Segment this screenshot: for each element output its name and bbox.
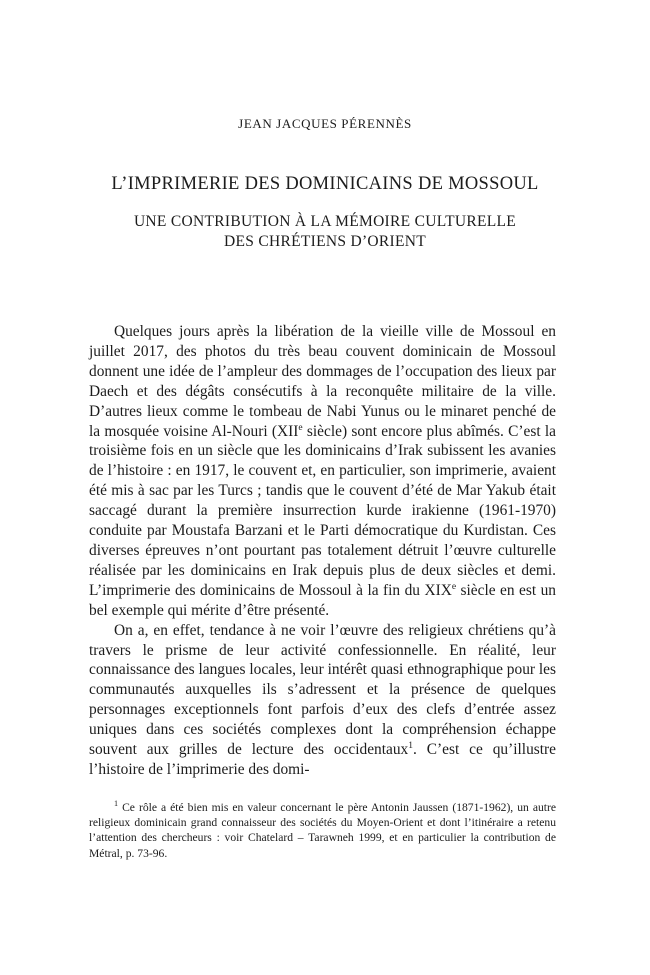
footnote-marker: 1 — [114, 799, 119, 809]
subtitle-line-1: UNE CONTRIBUTION À LA MÉMOIRE CULTURELLE — [133, 213, 517, 230]
footnote-reference[interactable]: 1 — [408, 739, 414, 751]
subtitle-line-2: DES CHRÉTIENS D’ORIENT — [223, 233, 427, 250]
footnotes-section — [89, 800, 556, 861]
paragraph-1-text-a: Quelques jours après la libération de la vieille ville de Mossoul en juillet 2017, des photos du très beau couvent dominicain de Mossoul donnent une idée de l’ampleur des dommages de l’occupation des lieux par Daech et des dégâts consécutifs à la reconquête militaire de la ville. D’autres lieux comme le tombeau de Nabi Yunus ou le minaret penché de la mosquée voisine Al-Nouri (XII — [89, 323, 556, 440]
author-name: JEAN JACQUES PÉRENNÈS — [238, 116, 412, 131]
footnote-text: Ce rôle a été bien mis en valeur concernant le père Antonin Jaussen (1871-1962), un autre religieux dominicain grand connaisseur des sociétés du Moyen-Orient et dont l’itinéraire a retenu l’attention des chercheurs : voir Chatelard – Tarawneh 1999, et en particulier la contribution de Métral, p. 73-96. — [89, 801, 556, 860]
body-paragraph-1 — [89, 322, 556, 621]
paragraph-2-text-a: On a, en effet, tendance à ne voir l’œuvre des religieux chrétiens qu’à travers le prisme de leur activité confessionnelle. En réalité, leur connaissance des langues locales, leur intérêt quasi ethnographique pour les communautés auxquelles ils s’adressent et la présence de quelques personnages exceptionnels font parfois d’eux des clefs d’entrée assez uniques dans ces sociétés complexes dont la compréhension échappe souvent aux grilles de lecture des occidentaux — [89, 621, 556, 759]
paragraph-1-text-c: siècle en est un bel exemple qui mérite d’être présenté. — [89, 581, 556, 619]
century-superscript: e — [451, 580, 457, 592]
article-body — [89, 322, 556, 780]
article-title: L’IMPRIMERIE DES DOMINICAINS DE MOSSOUL — [111, 174, 539, 194]
footnote-1 — [89, 800, 556, 861]
paragraph-1-text-b: siècle) sont encore plus abîmés. C’est la troisième fois en un siècle que les dominicains d’Irak subissent les avanies de l’histoire : en 1917, le couvent et, en particulier, son imprimerie, avaient été mis à sac par les Turcs ; tandis que le couvent d’été de Mar Yakub était saccagé durant la première insurrection kurde irakienne (1961-1970) conduite par Moustafa Barzani et le Parti démocratique du Kurdistan. Ces diverses épreuves n’ont pourtant pas totalement détruit l’œuvre culturelle réalisée par les dominicains en Irak depuis plus de deux siècles et demi. L’imprimerie des dominicains de Mossoul à la fin du XIX — [89, 422, 557, 599]
century-superscript: e — [298, 421, 303, 433]
body-paragraph-2 — [89, 621, 556, 780]
article-subtitle — [0, 212, 650, 252]
paragraph-2-text-b: . C’est ce qu’illustre l’histoire de l’imprimerie des domi- — [89, 741, 556, 778]
